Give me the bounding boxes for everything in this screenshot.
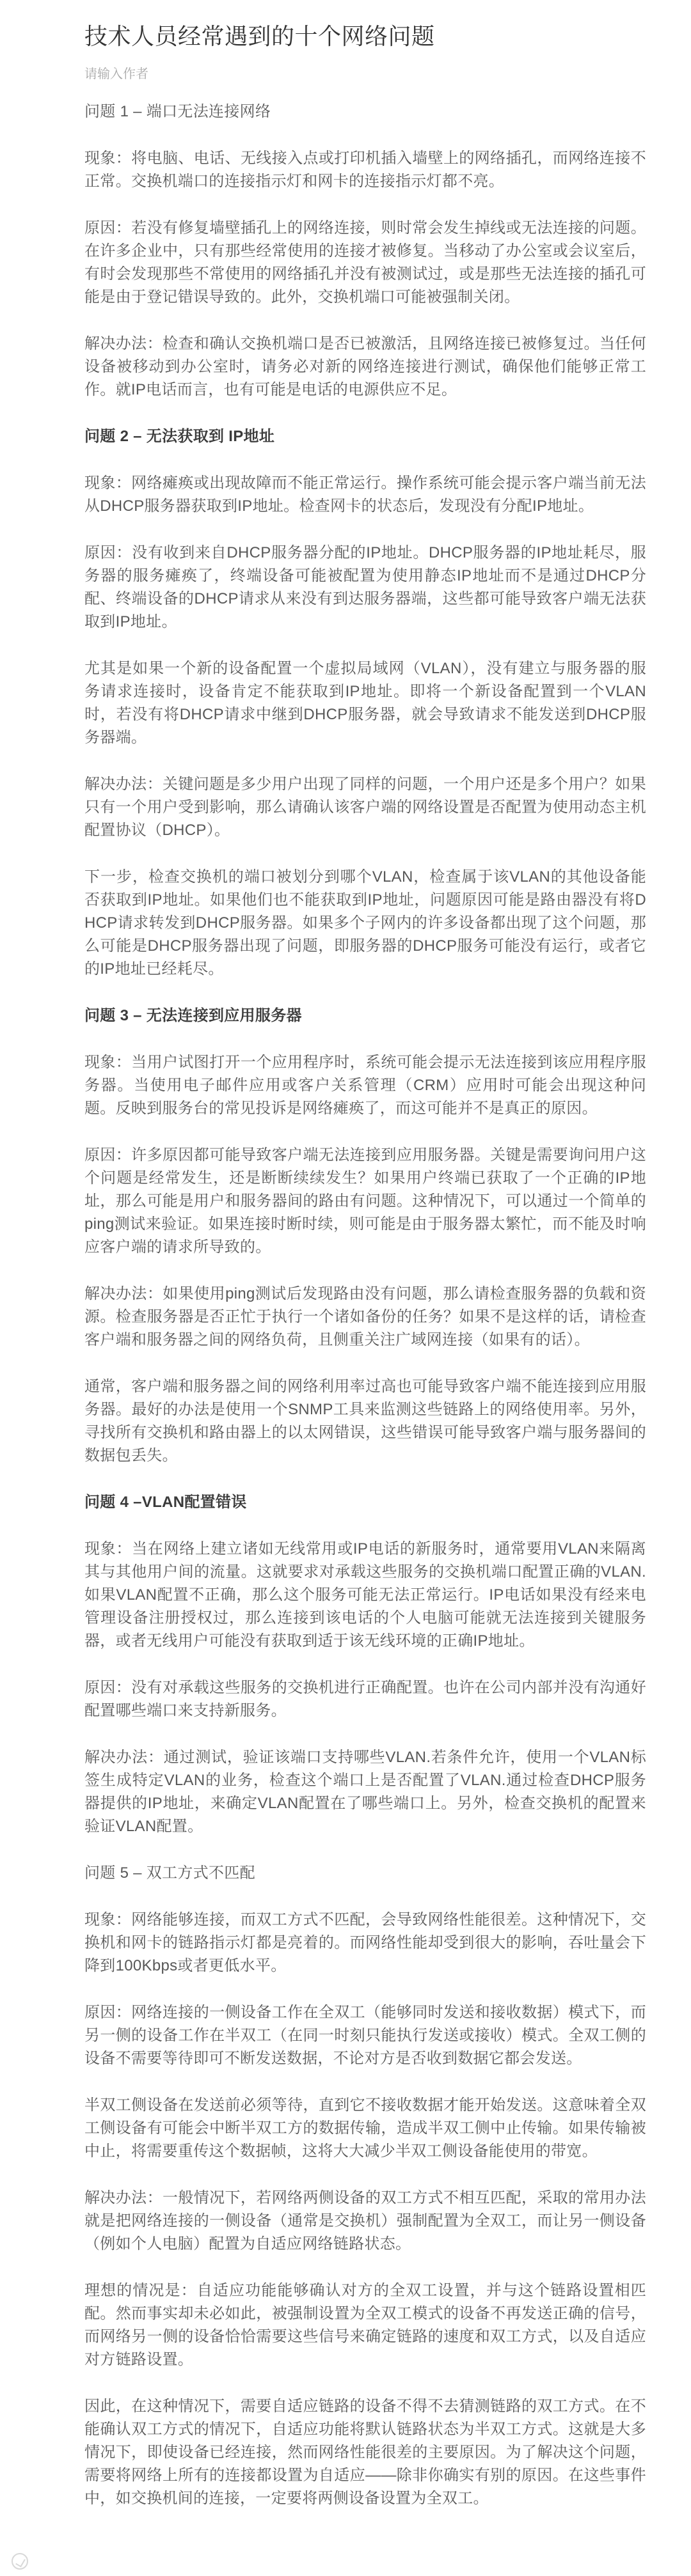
paragraph: 解决办法：通过测试，验证该端口支持哪些VLAN.若条件允许，使用一个VLAN标签生成特定VLAN的业务，检查这个端口上是否配置了VLAN.通过检查DHCP服务器提供的IP地址，来确定VLAN配置在了哪些端口上。另外，检查交换机的配置来验证VLAN配置。 xyxy=(84,1749,646,1835)
article-title: 技术人员经常遇到的十个网络问题 xyxy=(84,23,435,49)
section-heading-1: 问题 1 – 端口无法连接网络 xyxy=(84,103,271,120)
paragraph: 现象：网络瘫痪或出现故障而不能正常运行。操作系统可能会提示客户端当前无法从DHCP服务器获取到IP地址。检查网卡的状态后，发现没有分配IP地址。 xyxy=(84,474,646,515)
paragraph: 理想的情况是：自适应功能能够确认对方的全双工设置，并与这个链路设置相匹配。然而事实却未必如此，被强制设置为全双工模式的设备不再发送正确的信号，而网络另一侧的设备恰恰需要这些信号来确定链路的速度和双工方式，以及自适应对方链路设置。 xyxy=(84,2282,646,2368)
paragraph: 解决办法：如果使用ping测试后发现路由没有问题，那么请检查服务器的负载和资源。检查服务器是否正忙于执行一个诸如备份的任务？如果不是这样的话，请检查客户端和服务器之间的网络负荷，且侧重关注广域网连接（如果有的话）。 xyxy=(84,1285,646,1348)
paragraph: 下一步，检查交换机的端口被划分到哪个VLAN，检查属于该VLAN的其他设备能否获取到IP地址。如果他们也不能获取到IP地址，问题原因可能是路由器没有将DHCP请求转发到DHCP服务器。如果多个子网内的许多设备都出现了这个问题，那么可能是DHCP服务器出现了问题，即服务器的DHCP服务可能没有运行，或者它的IP地址已经耗尽。 xyxy=(84,868,646,978)
paragraph: 尤其是如果一个新的设备配置一个虚拟局域网（VLAN），没有建立与服务器的服务请求连接时，设备肯定不能获取到IP地址。即将一个新设备配置到一个VLAN时，若没有将DHCP请求中继到DHCP服务器，就会导致请求不能发送到DHCP服务器端。 xyxy=(84,660,646,746)
paragraph: 原因：网络连接的一侧设备工作在全双工（能够同时发送和接收数据）模式下，而另一侧的设备工作在半双工（在同一时刻只能执行发送或接收）模式。全双工侧的设备不需要等待即可不断发送数据，不论对方是否收到数据它都会发送。 xyxy=(84,2004,646,2067)
section-heading-2: 问题 2 – 无法获取到 IP地址 xyxy=(84,428,275,445)
paragraph: 现象：将电脑、电话、无线接入点或打印机插入墙壁上的网络插孔，而网络连接不正常。交换机端口的连接指示灯和网卡的连接指示灯都不亮。 xyxy=(84,150,646,190)
paragraph: 原因：许多原因都可能导致客户端无法连接到应用服务器。关键是需要询问用户这个问题是经常发生，还是断断续续发生？如果用户终端已获取了一个正确的IP地址，那么可能是用户和服务器间的路由有问题。这种情况下，可以通过一个简单的ping测试来验证。如果连接时断时续，则可能是由于服务器太繁忙，而不能及时响应客户端的请求所导致的。 xyxy=(84,1146,646,1256)
paragraph: 原因：若没有修复墙壁插孔上的网络连接，则时常会发生掉线或无法连接的问题。在许多企业中，只有那些经常使用的连接才被修复。当移动了办公室或会议室后，有时会发现那些不常使用的网络插孔并没有被测试过，或是那些无法连接的插孔可能是由于登记错误导致的。此外，交换机端口可能被强制关闭。 xyxy=(84,219,646,306)
paragraph: 解决办法：一般情况下，若网络两侧设备的双工方式不相互匹配，采取的常用办法就是把网络连接的一侧设备（通常是交换机）强制配置为全双工，而让另一侧设备（例如个人电脑）配置为自适应网络链路状态。 xyxy=(84,2189,646,2252)
watermark-logo-icon xyxy=(12,2553,28,2570)
paragraph: 因此，在这种情况下，需要自适应链路的设备不得不去猜测链路的双工方式。在不能确认双工方式的情况下，自适应功能将默认链路状态为半双工方式。这就是大多情况下，即使设备已经连接，然而网络性能很差的主要原因。为了解决这个问题，需要将网络上所有的连接都设置为自适应——除非你确实有别的原因。在这些事件中，如交换机间的连接，一定要将两侧设备设置为全双工。 xyxy=(84,2398,646,2507)
section-heading-4: 问题 4 –VLAN配置错误 xyxy=(84,1494,247,1511)
article-body xyxy=(84,100,646,2510)
paragraph: 原因：没有对承载这些服务的交换机进行正确配置。也许在公司内部并没有沟通好配置哪些端口来支持新服务。 xyxy=(84,1679,646,1719)
paragraph: 解决办法：检查和确认交换机端口是否已被激活，且网络连接已被修复过。当任何设备被移动到办公室时，请务必对新的网络连接进行测试，确保他们能够正常工作。就IP电话而言，也有可能是电话的电源供应不足。 xyxy=(84,335,646,398)
paragraph: 现象：当用户试图打开一个应用程序时，系统可能会提示无法连接到该应用程序服务器。当使用电子邮件应用或客户关系管理（CRM）应用时可能会出现这种问题。反映到服务台的常见投诉是网络瘫痪了，而这可能并不是真正的原因。 xyxy=(84,1054,646,1117)
paragraph: 现象：网络能够连接，而双工方式不匹配，会导致网络性能很差。这种情况下，交换机和网卡的链路指示灯都是亮着的。而网络性能却受到很大的影响，吞吐量会下降到100Kbps或者更低水平。 xyxy=(84,1911,646,1974)
section-heading-3: 问题 3 – 无法连接到应用服务器 xyxy=(84,1007,302,1024)
paragraph: 原因：没有收到来自DHCP服务器分配的IP地址。DHCP服务器的IP地址耗尽，服务器的服务瘫痪了，终端设备可能被配置为使用静态IP地址而不是通过DHCP分配、终端设备的DHCP请求从来没有到达服务器端，这些都可能导致客户端无法获取到IP地址。 xyxy=(84,544,646,630)
section-heading-5: 问题 5 – 双工方式不匹配 xyxy=(84,1864,255,1882)
paragraph: 通常，客户端和服务器之间的网络利用率过高也可能导致客户端不能连接到应用服务器。最好的办法是使用一个SNMP工具来监测这些链路上的网络使用率。另外，寻找所有交换机和路由器上的以太网错误，这些错误可能导致客户端与服务器间的数据包丢失。 xyxy=(84,1378,646,1464)
paragraph: 现象：当在网络上建立诸如无线常用或IP电话的新服务时，通常要用VLAN来隔离其与其他用户间的流量。这就要求对承载这些服务的交换机端口配置正确的VLAN.如果VLAN配置不正确，那么这个服务可能无法正常运行。IP电话如果没有经来电管理设备注册授权过，那么连接到该电话的个人电脑可能就无法连接到关键服务器，或者无线用户可能没有获取到适于该无线环境的正确IP地址。 xyxy=(84,1540,646,1650)
article xyxy=(84,21,646,2510)
paragraph: 半双工侧设备在发送前必须等待，直到它不接收数据才能开始发送。这意味着全双工侧设备有可能会中断半双工方的数据传输，造成半双工侧中止传输。如果传输被中止，将需要重传这个数据帧，这将大大减少半双工侧设备能使用的带宽。 xyxy=(84,2096,646,2160)
author-input[interactable] xyxy=(84,65,468,84)
paragraph: 解决办法：关键问题是多少用户出现了同样的问题，一个用户还是多个用户？如果只有一个用户受到影响，那么请确认该客户端的网络设置是否配置为使用动态主机配置协议（DHCP）。 xyxy=(84,776,646,839)
